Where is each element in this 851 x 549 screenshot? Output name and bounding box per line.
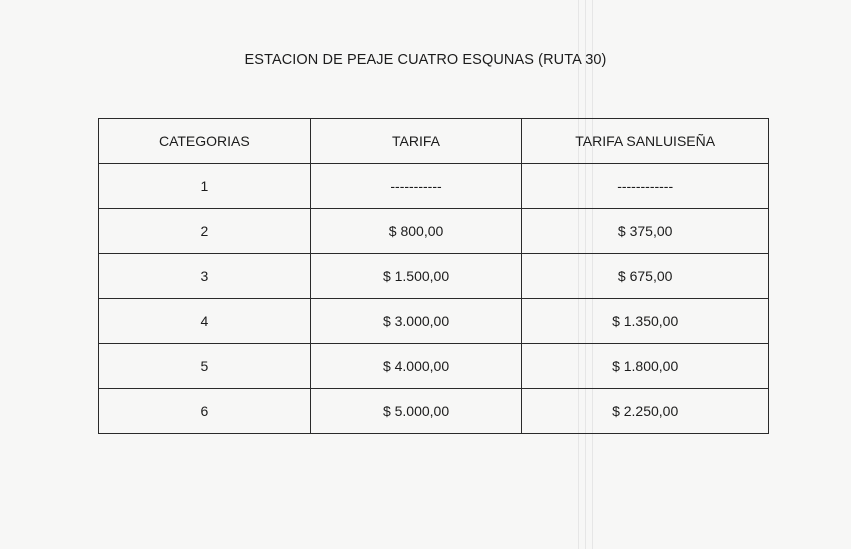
table-row (99, 254, 769, 299)
category-cell: 2 (99, 209, 311, 254)
category-cell: 4 (99, 299, 311, 344)
table-row (99, 299, 769, 344)
document-title: ESTACION DE PEAJE CUATRO ESQUNAS (RUTA 30) (244, 52, 607, 68)
table-row (99, 164, 769, 209)
tarifa-sanluisena-cell: $ 375,00 (522, 209, 769, 254)
table-row (99, 389, 769, 434)
tarifa-cell: $ 1.500,00 (310, 254, 522, 299)
tarifa-cell: ----------- (310, 164, 522, 209)
category-cell: 5 (99, 344, 311, 389)
tarifa-cell: $ 4.000,00 (310, 344, 522, 389)
header-categorias: CATEGORIAS (99, 119, 311, 164)
tariff-table (98, 118, 769, 434)
table-row (99, 344, 769, 389)
tarifa-cell: $ 800,00 (310, 209, 522, 254)
table-header-row (99, 119, 769, 164)
tarifa-sanluisena-cell: $ 675,00 (522, 254, 769, 299)
category-cell: 6 (99, 389, 311, 434)
tarifa-cell: $ 3.000,00 (310, 299, 522, 344)
tarifa-cell: $ 5.000,00 (310, 389, 522, 434)
header-tarifa: TARIFA (310, 119, 522, 164)
table-row (99, 209, 769, 254)
tarifa-sanluisena-cell: $ 2.250,00 (522, 389, 769, 434)
category-cell: 1 (99, 164, 311, 209)
header-tarifa-sanluisena: TARIFA SANLUISEÑA (522, 119, 769, 164)
tarifa-sanluisena-cell: $ 1.800,00 (522, 344, 769, 389)
category-cell: 3 (99, 254, 311, 299)
tarifa-sanluisena-cell: $ 1.350,00 (522, 299, 769, 344)
tarifa-sanluisena-cell: ------------ (522, 164, 769, 209)
